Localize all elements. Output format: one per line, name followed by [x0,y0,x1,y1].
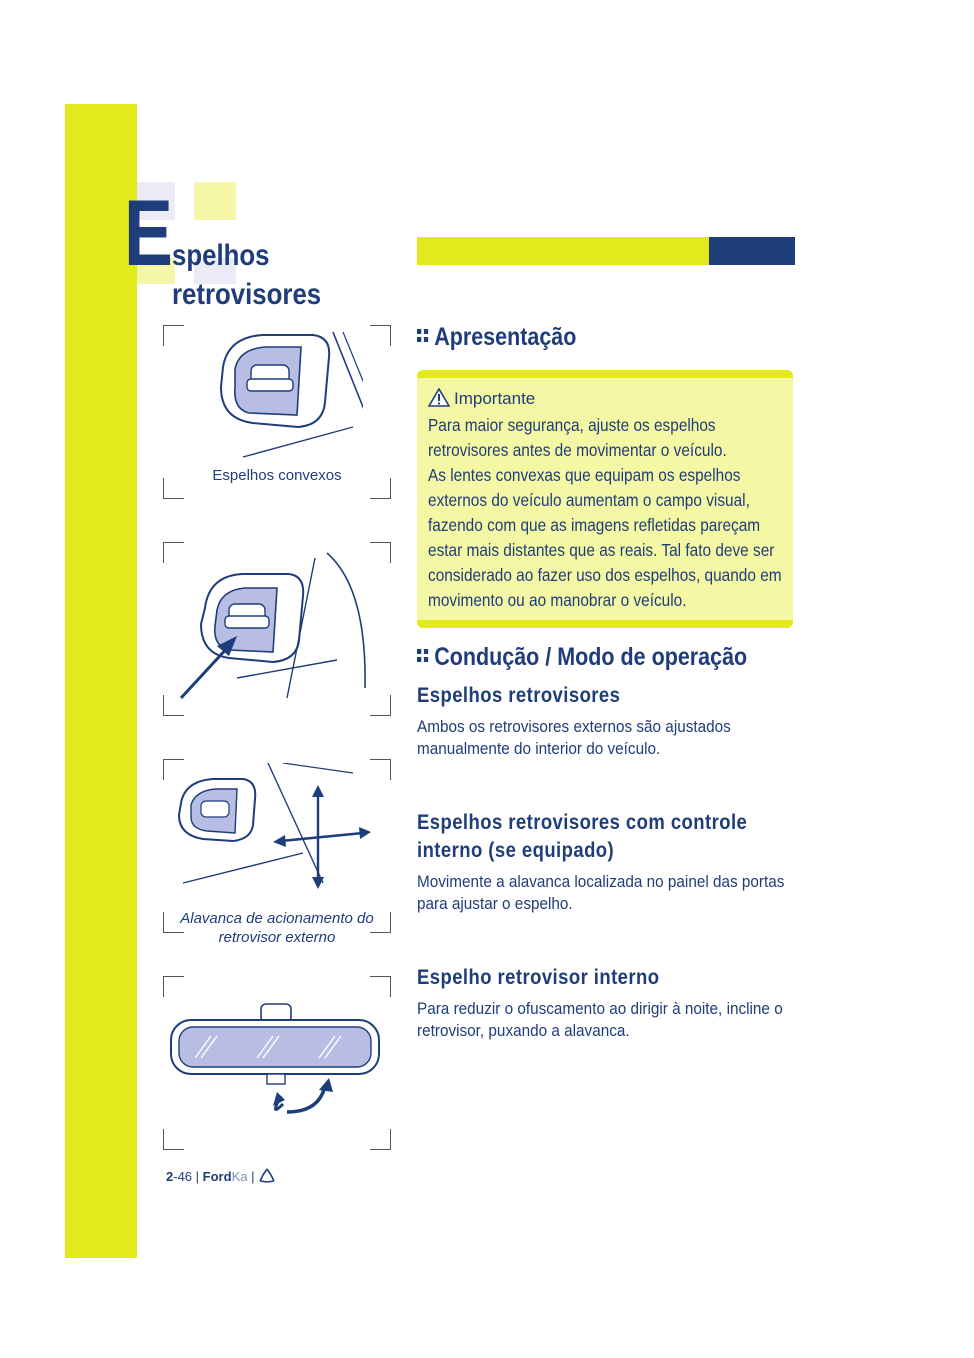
page-footer: 2-46 | FordKa | [166,1168,276,1184]
header-bar-yellow [417,237,709,265]
side-mirror-illustration [213,327,363,462]
figure-caption: Alavanca de acionamento do retrovisor externo [180,910,374,946]
page-title: spelhos retrovisores [172,239,322,311]
grid-bullet-icon [417,649,429,663]
section-title: Espelho retrovisor interno [417,966,660,989]
grid-bullet-icon [417,329,429,343]
operation-heading: Condução / Modo de operação [417,643,747,672]
section-text: Ambos os retrovisores externos são ajustados manualmente do interior do veículo. [417,717,731,758]
header-bar-blue [709,237,795,265]
figure-control-lever [163,759,391,946]
lever-illustration [173,763,381,889]
important-title: Importante [428,388,535,409]
important-text: Para maior segurança, ajuste os espelhos retrovisores antes de movimentar o veículo. As lentes convexas que equipam os espelhos externos do veículo aumentam o campo visual, fazendo com que as imagens refletidas pareçam estar mais distantes que as reais. Tal fato deve ser considerado ao fazer uso dos espelhos, quando em movimento ou ao manobrar o veículo. [428,415,782,610]
section-text: Movimente a alavanca localizada no painel das portas para ajustar o espelho. [417,872,785,913]
section-title: Espelhos retrovisores com controle interno (se equipado) [417,811,748,862]
recycle-icon [258,1168,276,1184]
decor-square [194,182,236,220]
section-title: Espelhos retrovisores [417,684,621,707]
interior-mirror-illustration [169,1000,383,1120]
section-text: Para reduzir o ofuscamento ao dirigir à noite, incline o retrovisor, puxando a alavanca. [417,999,783,1040]
figure-mirror-arrow [163,542,391,716]
figure-interior-mirror [163,976,391,1150]
presentation-heading: Apresentação [417,323,576,352]
warning-triangle-icon [428,388,450,407]
figure-caption: Espelhos convexos [212,467,342,484]
figure-convex-mirror [163,325,391,499]
title-initial: E [124,180,173,285]
mirror-detail-illustration [177,548,377,712]
